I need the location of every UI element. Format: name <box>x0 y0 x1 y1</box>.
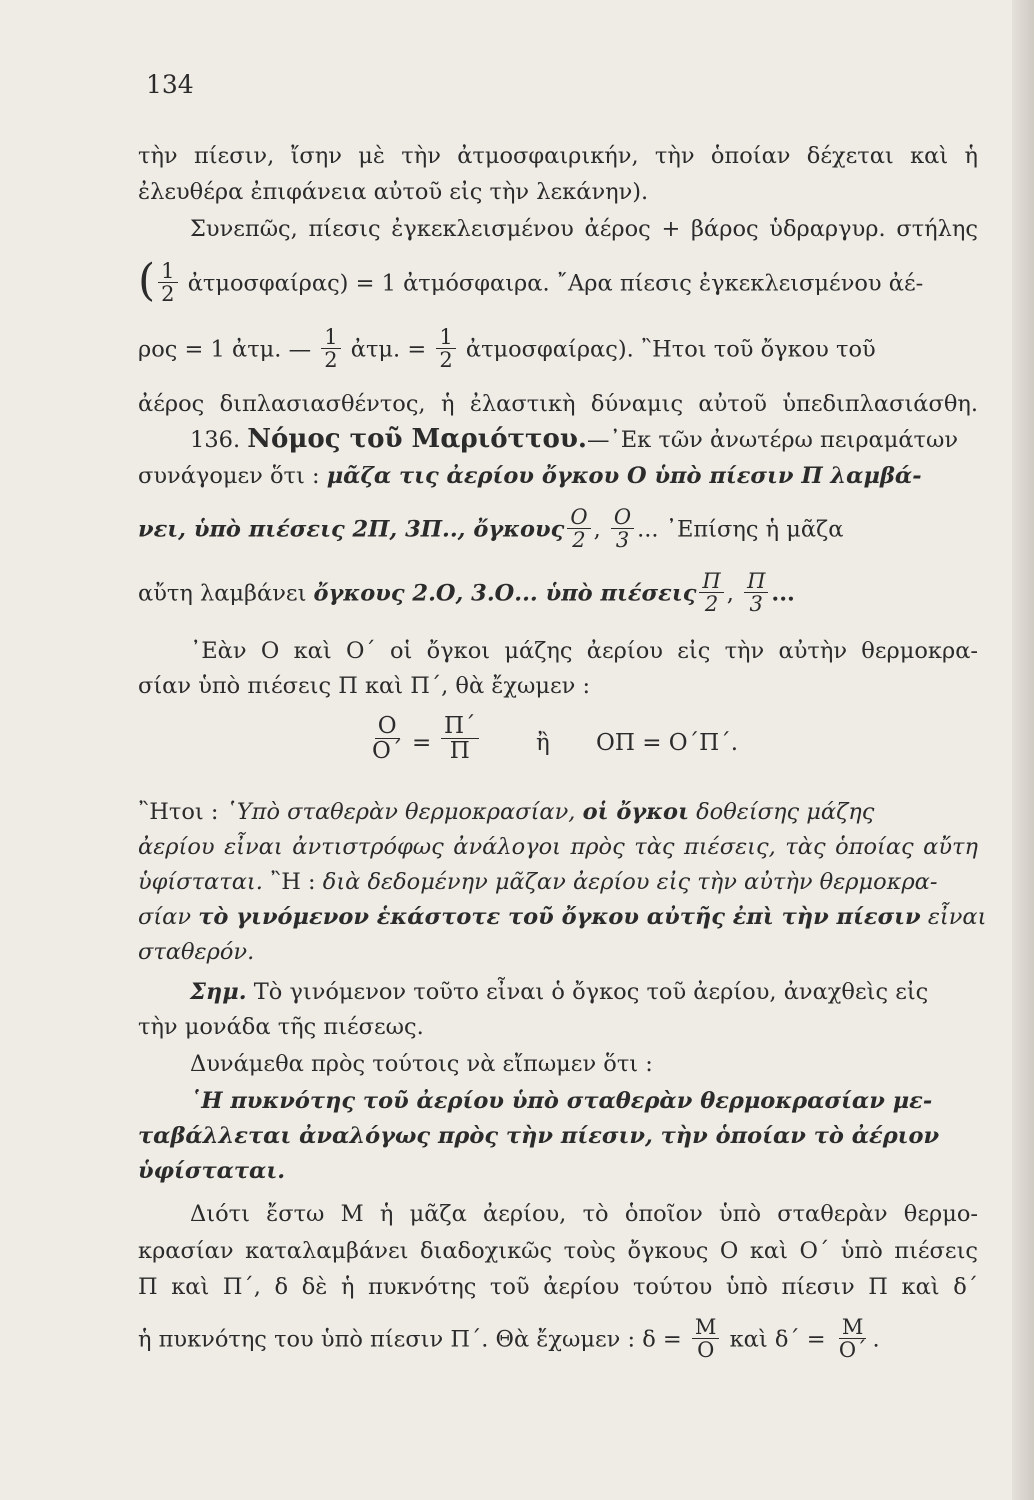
text-segment: Τὸ γινόμενον τοῦτο εἶναι ὁ ὄγκος τοῦ ἀερίου, ἀναχθεὶς εἰς <box>253 979 929 1005</box>
text-segment: ἀτμ. = <box>350 336 427 363</box>
note-label: Σημ. <box>190 979 247 1005</box>
fraction-numerator: Μ <box>692 1316 720 1339</box>
law2-line-2 <box>138 1120 978 1152</box>
fraction-numerator: 1 <box>321 326 340 349</box>
note-line-1 <box>190 976 978 1008</box>
law-text: νει, ὑπὸ πιέσεις 2Π, 3Π.., ὄγκους <box>138 516 565 543</box>
open-paren: ( <box>138 254 156 306</box>
fraction-O-2 <box>567 506 590 551</box>
law2-line-1 <box>190 1085 978 1117</box>
text-segment: αὔτη λαμβάνει <box>138 580 307 607</box>
law-line-1 <box>138 460 978 492</box>
htoi-line-3 <box>138 866 978 898</box>
fraction-numerator: Ο <box>567 506 590 529</box>
law-text: μᾶζα τις ἀερίου ὄγκου Ο ὑπὸ πίεσιν Π λαμβά- <box>326 463 922 489</box>
fraction-denominator: 2 <box>572 528 586 553</box>
page-number: 134 <box>146 70 194 99</box>
text-segment: ... <box>771 580 795 607</box>
fraction-denominator: Ο΄ <box>838 1338 867 1363</box>
fraction-numerator: 1 <box>158 260 177 283</box>
htoi-line-5 <box>138 936 978 968</box>
text-segment: συνάγομεν ὅτι : <box>138 463 320 489</box>
text-segment: ῾Η πυκνότης τοῦ ἀερίου ὑπὸ σταθερὰν θερμοκρασίαν με- <box>190 1088 933 1114</box>
text-line: Δυνάμεθα πρὸς τούτοις νὰ εἴπωμεν ὅτι : <box>190 1051 653 1077</box>
text-segment: δ = <box>642 1326 682 1353</box>
text-segment: τὸ γινόμενον ἑκάστοτε τοῦ ὄγκου αὐτῆς ἐπὶ τὴν πίεσιν <box>198 904 921 930</box>
equation-right-fraction <box>441 714 479 763</box>
text-segment: σίαν <box>138 904 192 930</box>
text-segment: οἱ ὄγκοι <box>582 799 689 825</box>
text-segment: διὰ δεδομένην μᾶζαν ἀερίου εἰς τὴν αὐτὴν θερμοκρα- <box>322 869 938 895</box>
text-segment: ἡ πυκνότης του ὑπὸ πίεσιν Π΄. Θὰ ἔχωμεν : <box>138 1326 636 1353</box>
fraction-denominator: 3 <box>615 528 630 553</box>
fraction-denominator: 2 <box>439 348 453 373</box>
text-segment: —᾿Εκ τῶν ἀνωτέρω πειραμάτων <box>586 427 959 453</box>
text-segment: ἀτμοσφαίρας) <box>187 270 349 297</box>
htoi-line-2 <box>138 831 978 863</box>
law-line-2: νει, ὑπὸ πιέσεις 2Π, 3Π.., ὄγκους $\frac{O}{2}$ , $\frac{O}{3}$ ... ᾿Επίσης ἡ μᾶζα <box>138 505 844 553</box>
last-line <box>138 1315 978 1363</box>
fraction-numerator: Π΄ <box>441 714 479 739</box>
text-line: ἀέρος διπλασιασθέντος, ἡ ἐλαστικὴ δύναμις αὐτοῦ ὑπεδιπλασιάσθη. <box>138 391 978 417</box>
text-line-half-atm <box>138 254 978 307</box>
text-line: Συνεπῶς, πίεσις ἐγκεκλεισμένου ἀέρος + βάρος ὑδραργυρ. στήλης <box>190 216 978 242</box>
fraction-numerator: Ο <box>375 714 400 739</box>
fraction-P-2 <box>699 570 723 615</box>
fraction-O-3 <box>611 506 634 551</box>
law2-line-3 <box>138 1155 978 1187</box>
text-segment: δ΄ = <box>774 1326 826 1353</box>
text-line: Π καὶ Π΄, δ δὲ ἡ πυκνότης τοῦ ἀερίου τούτου ὑπὸ πίεσιν Π καὶ δ΄ <box>138 1274 978 1300</box>
fraction-half <box>321 326 340 371</box>
text-segment: καὶ <box>729 1326 768 1353</box>
fraction-denominator: 2 <box>324 348 338 373</box>
text-segment: σταθερόν. <box>138 939 255 965</box>
htoi-line-1 <box>138 796 978 828</box>
text-line: τὴν μονάδα τῆς πιέσεως. <box>138 1014 424 1040</box>
text-line: Διότι ἔστω Μ ἡ μᾶζα ἀερίου, τὸ ὁποῖον ὑπὸ σταθερὰν θερμο- <box>190 1201 978 1227</box>
fraction-denominator: Π <box>449 738 470 765</box>
fraction-half <box>436 326 455 371</box>
fraction-M-O-prime <box>836 1316 870 1361</box>
fraction-half <box>158 260 177 305</box>
text-segment: ὑφίσταται. <box>138 869 263 895</box>
text-segment: ἀερίου εἶναι ἀντιστρόφως ἀνάλογοι πρὸς τὰς πιέσεις, τὰς ὁποίας αὔτη <box>138 834 978 860</box>
page-edge-shadow <box>1012 0 1034 1500</box>
fraction-denominator: 2 <box>704 592 719 617</box>
fraction-denominator: 3 <box>749 592 763 617</box>
text-line: ἐλευθέρα ἐπιφάνεια αὐτοῦ εἰς τὴν λεκάνην). <box>138 179 649 205</box>
fraction-P-3 <box>744 570 768 615</box>
section-title: Νόμος τοῦ Μαριόττου. <box>247 424 587 454</box>
product-equation: ΟΠ = Ο΄Π΄. <box>596 730 739 756</box>
fraction-numerator: 1 <box>436 326 455 349</box>
equals-sign: = <box>412 730 432 756</box>
fraction-M-O <box>692 1316 720 1361</box>
section-number: 136. <box>190 427 241 453</box>
fraction-denominator: Ο΄ <box>372 738 403 765</box>
text-segment: ὑφίσταται. <box>138 1158 286 1184</box>
text-segment: . <box>872 1326 880 1353</box>
text-segment: ρος = 1 ἀτμ. — <box>138 336 312 363</box>
htoi-line-4 <box>138 901 987 933</box>
text-segment: ῾Υπὸ σταθερὰν θερμοκρασίαν, <box>225 799 576 825</box>
or-word: ἢ <box>536 730 550 756</box>
text-segment: εἶναι <box>927 904 987 930</box>
fraction-numerator: Π <box>744 570 768 593</box>
text-line: κρασίαν καταλαμβάνει διαδοχικῶς τοὺς ὄγκους Ο καὶ Ο΄ ὑπὸ πιέσεις <box>138 1238 978 1264</box>
text-line: σίαν ὑπὸ πιέσεις Π καὶ Π΄, θὰ ἔχωμεν : <box>138 673 591 699</box>
text-line-pressure <box>138 325 978 373</box>
fraction-denominator: Ο <box>697 1338 715 1363</box>
equation-left-fraction <box>369 714 405 763</box>
text-segment: ταβάλλεται ἀναλόγως πρὸς τὴν πίεσιν, τὴν ὁποίαν τὸ ἀέριον <box>138 1123 940 1149</box>
law-text: ὄγκους 2.Ο, 3.Ο... ὑπὸ πιέσεις <box>313 580 697 607</box>
law-line-3: αὔτη λαμβάνει ὄγκους 2.Ο, 3.Ο... ὑπὸ πιέσεις $\frac{\Pi}{2}$ , $\frac{\Pi}{3}$ ... <box>138 569 795 617</box>
fraction-numerator: Μ <box>839 1316 867 1339</box>
text-segment: ... ᾿Επίσης ἡ μᾶζα <box>637 516 844 543</box>
fraction-denominator: 2 <box>161 282 175 307</box>
fraction-numerator: Π <box>699 570 723 593</box>
section-heading-line <box>190 423 978 456</box>
text-segment: ῍Ητοι : <box>138 799 219 825</box>
text-segment: ἀτμοσφαίρας). ῍Ητοι τοῦ ὄγκου τοῦ <box>465 336 876 363</box>
text-segment: δοθείσης μάζης <box>696 799 875 825</box>
text-segment: ῍Η : <box>262 869 316 895</box>
text-line: ᾿Εὰν Ο καὶ Ο΄ οἱ ὄγκοι μάζης ἀερίου εἰς τὴν αὐτὴν θερμοκρα- <box>190 638 978 664</box>
fraction-numerator: Ο <box>611 506 634 529</box>
text-line: τὴν πίεσιν, ἴσην μὲ τὴν ἀτμοσφαιρικήν, τὴν ὁποίαν δέχεται καὶ ἡ <box>138 143 978 169</box>
text-segment: = 1 ἀτμόσφαιρα. ῎Αρα πίεσις ἐγκεκλεισμένου ἀέ- <box>355 270 924 297</box>
